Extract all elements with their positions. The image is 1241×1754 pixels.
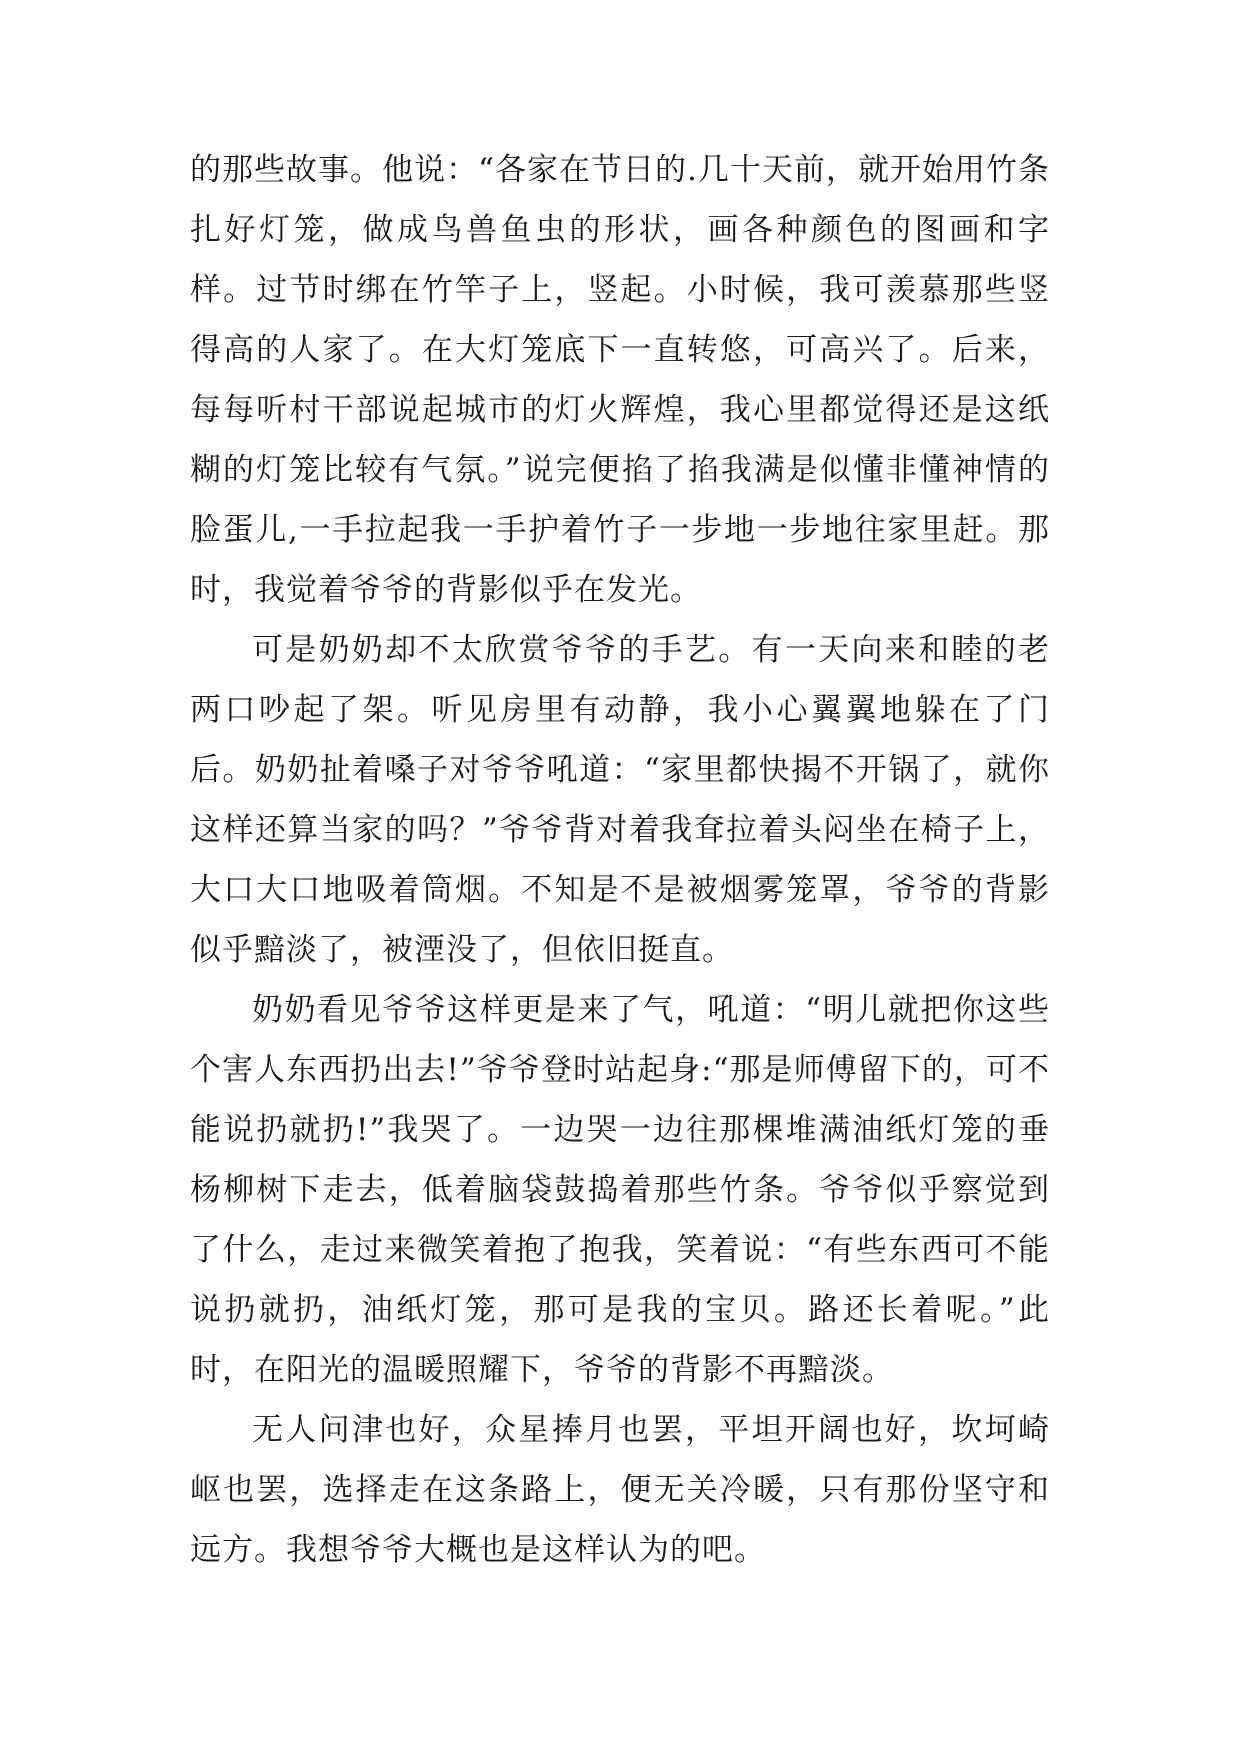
paragraph-2: 可是奶奶却不太欣赏爷爷的手艺。有一天向来和睦的老两口吵起了架。听见房里有动静，我小心翼翼地躲在了门后。奶奶扯着嗓子对爷爷吼道：“家里都快揭不开锅了，就你这样还算当家的吗？”爷爷背对着我耷拉着头闷坐在椅子上，大口大口地吸着筒烟。不知是不是被烟雾笼罩，爷爷的背影似乎黯淡了，被湮没了，但依旧挺直。 bbox=[190, 632, 1050, 968]
paragraph-3: 奶奶看见爷爷这样更是来了气，吼道：“明儿就把你这些个害人东西扔出去!”爷爷登时站起身:“那是师傅留下的，可不能说扔就扔!”我哭了。一边哭一边往那棵堆满油纸灯笼的垂杨柳树下走去，低着脑袋鼓捣着那些竹条。爷爷似乎察觉到了什么，走过来微笑着抱了抱我，笑着说：“有些东西可不能说扔就扔，油纸灯笼，那可是我的宝贝。路还长着呢。”此时，在阳光的温暖照耀下，爷爷的背影不再黯淡。 bbox=[190, 992, 1050, 1388]
paragraph-4: 无人问津也好，众星捧月也罢，平坦开阔也好，坎坷崎岖也罢，选择走在这条路上，便无关冷暖，只有那份坚守和远方。我想爷爷大概也是这样认为的吧。 bbox=[190, 1412, 1050, 1568]
paragraph-1: 的那些故事。他说：“各家在节日的.几十天前，就开始用竹条扎好灯笼，做成鸟兽鱼虫的形状，画各种颜色的图画和字样。过节时绑在竹竿子上，竖起。小时候，我可羡慕那些竖得高的人家了。在大灯笼底下一直转悠，可高兴了。后来，每每听村干部说起城市的灯火辉煌，我心里都觉得还是这纸糊的灯笼比较有气氛。”说完便掐了掐我满是似懂非懂神情的脸蛋儿,一手拉起我一手护着竹子一步地一步地往家里赶。那时，我觉着爷爷的背影似乎在发光。 bbox=[190, 152, 1050, 608]
document-page bbox=[190, 140, 1050, 1580]
